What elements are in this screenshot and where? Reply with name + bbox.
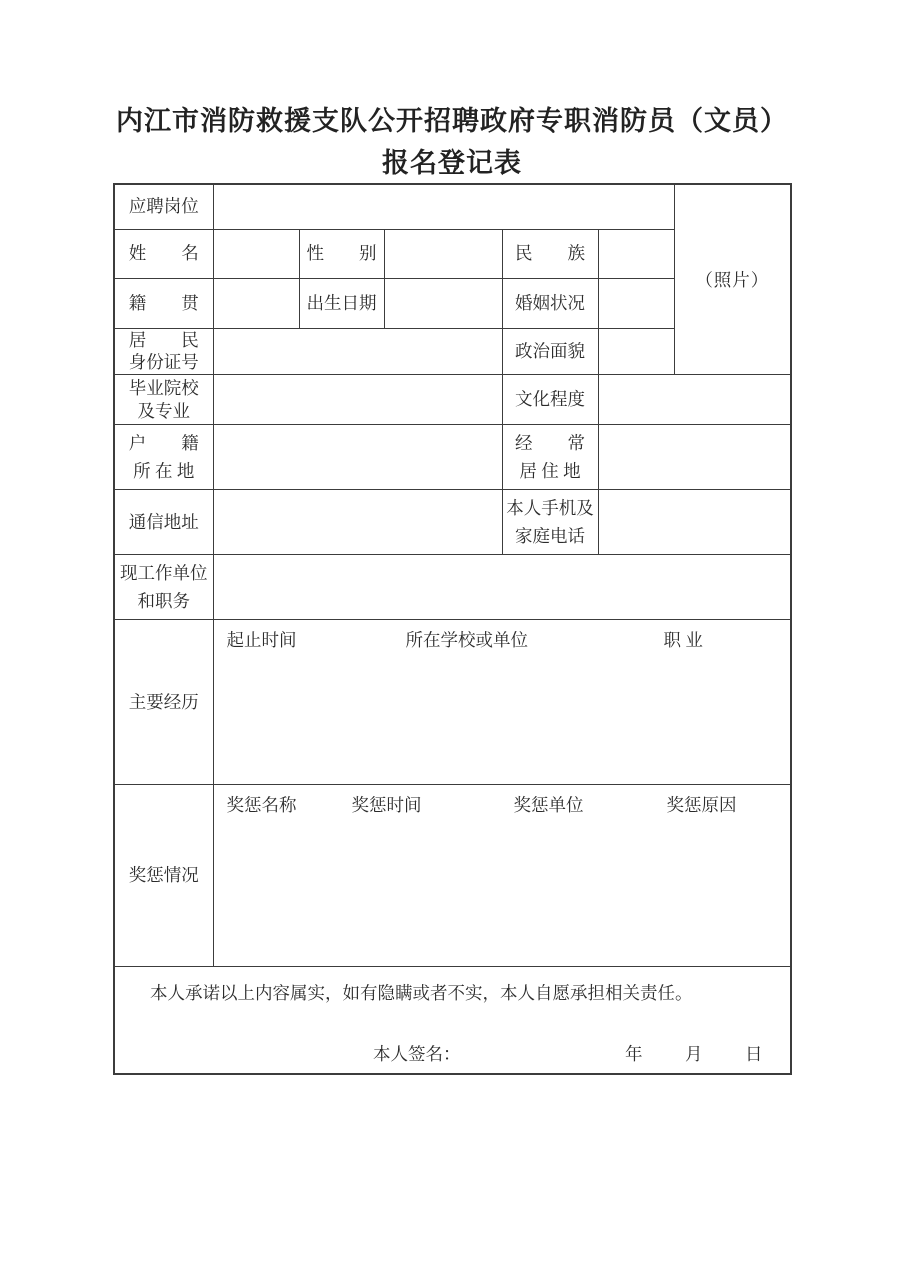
label-ethnicity: 民 族 [502,229,598,278]
label-school-major: 毕业院校 及专业 [114,375,213,425]
label-mailing-address: 通信地址 [114,490,213,555]
household-location-value-cell [213,425,502,490]
name-value-cell [213,229,299,278]
rewards-content-cell [213,785,791,967]
phone-value-cell [598,490,791,555]
label-experience: 主要经历 [114,620,213,785]
date-month-label: 月 [685,1044,703,1064]
document-title-line2: 报名登记表 [382,148,522,178]
label-residence: 经 常 居 住 地 [502,425,598,490]
label-household-location: 户 籍 所 在 地 [114,425,213,490]
label-education: 文化程度 [502,375,598,425]
label-work-unit: 现工作单位 和职务 [114,555,213,620]
rewards-header-unit: 奖惩单位 [513,795,584,815]
label-native-place: 籍 贯 [114,278,213,328]
label-name: 姓 名 [114,229,213,278]
residence-value-cell [598,425,791,490]
declaration-cell [114,967,791,1074]
experience-header-school-or-unit: 所在学校或单位 [405,630,528,650]
label-phone: 本人手机及 家庭电话 [502,490,598,555]
declaration-text: 本人承诺以上内容属实，如有隐瞒或者不实，本人自愿承担相关责任。 [150,983,693,1003]
rewards-header-time: 奖惩时间 [351,795,422,815]
political-status-value-cell [598,328,674,375]
document-title [0,100,904,184]
school-major-value-cell [213,375,502,425]
position-value-cell [213,184,674,229]
registration-form-table [113,183,792,1075]
rewards-header-reason: 奖惩原因 [666,795,737,815]
native-place-value-cell [213,278,299,328]
birth-date-value-cell [384,278,502,328]
label-rewards: 奖惩情况 [114,785,213,967]
label-gender: 性 别 [299,229,384,278]
gender-value-cell [384,229,502,278]
date-day-label: 日 [745,1044,763,1064]
label-marital-status: 婚姻状况 [502,278,598,328]
signature-label: 本人签名： [373,1044,461,1064]
ethnicity-value-cell [598,229,674,278]
mailing-address-value-cell [213,490,502,555]
marital-status-value-cell [598,278,674,328]
label-position: 应聘岗位 [114,184,213,229]
experience-header-period: 起止时间 [226,630,297,650]
label-birth-date: 出生日期 [299,278,384,328]
label-id-number: 居 民 身份证号 [114,328,213,375]
education-value-cell [598,375,791,425]
experience-content-cell [213,620,791,785]
experience-header-occupation: 职 业 [663,630,703,650]
rewards-header-name: 奖惩名称 [226,795,297,815]
id-number-value-cell [213,328,502,375]
date-year-label: 年 [625,1044,643,1064]
label-political-status: 政治面貌 [502,328,598,375]
document-title-line1: 内江市消防救援支队公开招聘政府专职消防员（文员） [116,106,788,136]
work-unit-value-cell [213,555,791,620]
photo-placeholder: （照片） [674,184,791,375]
